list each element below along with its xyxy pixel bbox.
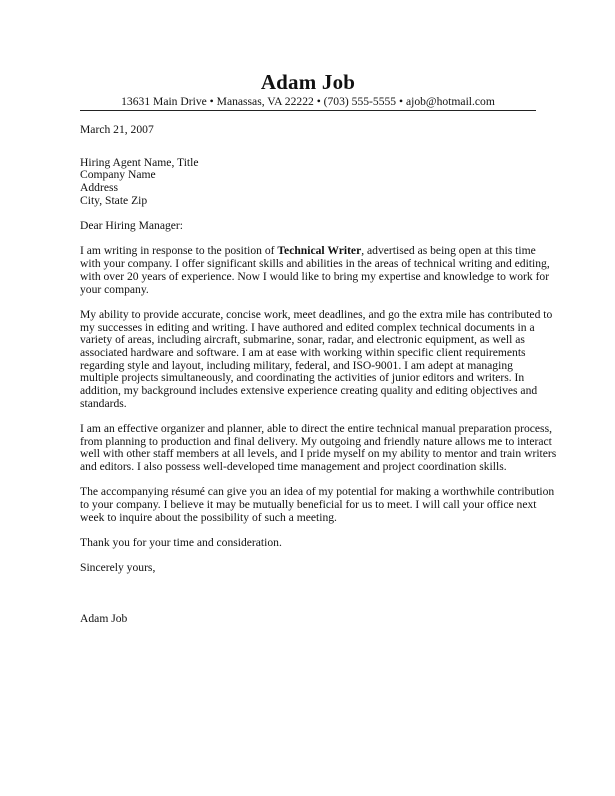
recipient-line: Company Name <box>80 168 156 182</box>
paragraph-line: to your company. I believe it may be mutually beneficial for us to meet. I will call your office next <box>80 498 537 512</box>
paragraph-line: multiple projects simultaneously, and coordinating the activities of junior editors and writers. In <box>80 371 525 385</box>
paragraph-skills <box>80 422 557 474</box>
paragraph-line: addition, my background includes extensive experience creating quality and editing objectives and <box>80 384 538 398</box>
recipient-line: Address <box>80 181 118 195</box>
paragraph-line: I am an effective organizer and planner, able to direct the entire technical manual preparation process, <box>80 422 552 436</box>
sender-name: Adam Job <box>260 70 356 94</box>
paragraph-line: week to inquire about the possibility of such a meeting. <box>80 510 337 524</box>
signature-name: Adam Job <box>80 612 128 626</box>
thank-you-line: Thank you for your time and consideration. <box>80 536 282 550</box>
paragraph-line: associated hardware and software. I am at ease with working within specific client requirements <box>80 345 526 359</box>
paragraph-line: My ability to provide accurate, concise work, meet deadlines, and go the extra mile has contributed to <box>80 307 553 321</box>
paragraph-line: and editors. I also possess well-developed time management and project coordination skills. <box>80 460 507 474</box>
paragraph-line: your company. <box>80 282 149 296</box>
letterhead <box>80 70 536 109</box>
letter-date: March 21, 2007 <box>80 123 154 136</box>
complimentary-close: Sincerely yours, <box>80 561 156 575</box>
recipient-address <box>80 157 550 208</box>
salutation: Dear Hiring Manager: <box>80 219 184 233</box>
recipient-line: Hiring Agent Name, Title <box>80 155 199 169</box>
recipient-line: City, State Zip <box>80 193 148 207</box>
paragraph-line: with over 20 years of experience. Now I would like to bring my expertise and knowledge to work for <box>80 269 550 283</box>
paragraph-line: my successes in editing and writing. I have authored and edited complex technical documents in a <box>80 320 535 334</box>
position-title: Technical Writer <box>277 244 362 258</box>
paragraph-experience <box>80 307 553 411</box>
paragraph-line: variety of areas, including aircraft, submarine, sonar, radar, and electronic equipment, as well as <box>80 333 525 347</box>
paragraph-line: regarding style and layout, including military, federal, and ISO-9001. I am adept at managing <box>80 358 513 372</box>
paragraph-text: , advertised as being open at this time <box>361 244 536 258</box>
paragraph-opening <box>80 245 550 296</box>
paragraph-line: from planning to production and final delivery. My outgoing and friendly nature allows me to interact <box>80 434 552 448</box>
paragraph-text: I am writing in response to the position of <box>80 244 278 258</box>
paragraph-line: well with other staff members at all levels, and I pride myself on my ability to mentor and train writers <box>80 447 557 461</box>
paragraph-line: with your company. I offer significant skills and abilities in the areas of technical writing and editing, <box>80 257 550 271</box>
paragraph-closing-request <box>80 485 555 524</box>
letterhead-divider <box>80 110 536 111</box>
paragraph-line: standards. <box>80 396 127 410</box>
paragraph-line: The accompanying résumé can give you an idea of my potential for making a worthwhile contribution <box>80 485 555 499</box>
letter-body <box>80 123 557 626</box>
sender-contact-line: 13631 Main Drive • Manassas, VA 22222 • (703) 555-5555 • ajob@hotmail.com <box>121 95 495 108</box>
